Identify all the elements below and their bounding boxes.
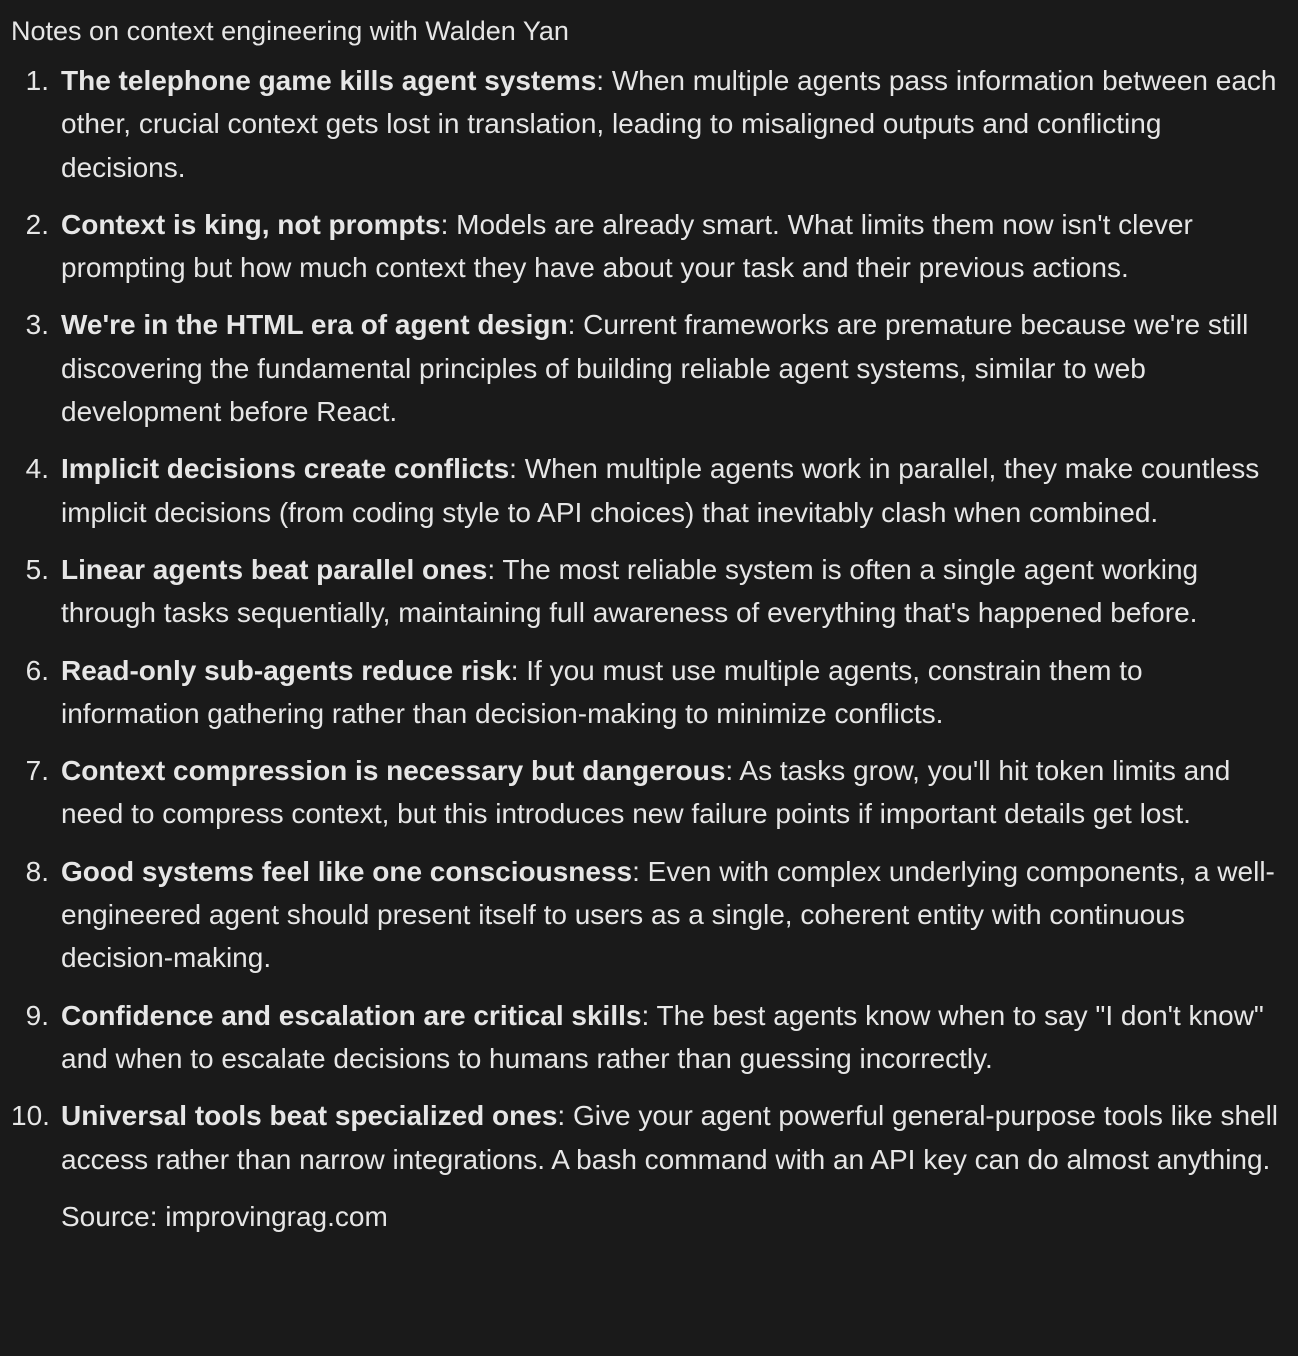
note-text: : Even with complex underlying components, a well-engineered agent should present itself to users as a single, coherent entity with continuous decision-making. bbox=[61, 855, 1275, 974]
note-item-4 bbox=[11, 447, 1298, 534]
note-text: : Current frameworks are premature because we're still discovering the fundamental principles of building reliable agent systems, similar to web development before React. bbox=[61, 309, 1249, 428]
note-number: 5. bbox=[25, 553, 49, 585]
note-item-5 bbox=[11, 548, 1298, 635]
note-heading: Context compression is necessary but dangerous bbox=[61, 755, 726, 787]
note-heading: The telephone game kills agent systems bbox=[61, 65, 597, 96]
note-text: : Give your agent powerful general-purpose tools like shell access rather than narrow integrations. A bash command with an API key can do almost anything. bbox=[61, 1100, 1279, 1175]
note-text: : Models are already smart. What limits them now isn't clever prompting but how much context they have about your task and their previous actions. bbox=[61, 208, 1193, 284]
note-number: 9. bbox=[25, 999, 49, 1031]
source-line: Source: improvingrag.com bbox=[61, 1200, 388, 1232]
note-text: : When multiple agents pass information between each other, crucial context gets lost in translation, leading to misaligned outputs and conflicting decisions. bbox=[61, 65, 1277, 183]
note-number: 10. bbox=[11, 1100, 50, 1132]
note-heading: Universal tools beat specialized ones bbox=[61, 1100, 558, 1132]
note-text: : The best agents know when to say "I don't know" and when to escalate decisions to humans rather than guessing incorrectly. bbox=[61, 999, 1264, 1074]
note-number: 8. bbox=[25, 855, 49, 887]
note-text: : When multiple agents work in parallel, they make countless implicit decisions (from coding style to API choices) that inevitably clash when combined. bbox=[61, 453, 1260, 528]
note-item-6 bbox=[11, 649, 1298, 736]
note-text: : The most reliable system is often a single agent working through tasks sequentially, maintaining full awareness of everything that's happened before. bbox=[61, 553, 1199, 629]
note-item-1 bbox=[11, 59, 1298, 189]
page-title: Notes on context engineering with Walden Yan bbox=[11, 16, 569, 46]
note-text: : As tasks grow, you'll hit token limits and need to compress context, but this introduces new failure points if important details get lost. bbox=[61, 755, 1231, 830]
note-heading: We're in the HTML era of agent design bbox=[61, 309, 568, 341]
note-heading: Context is king, not prompts bbox=[61, 208, 441, 240]
note-item-9 bbox=[11, 994, 1298, 1081]
note-item-7 bbox=[11, 749, 1298, 836]
note-number: 4. bbox=[25, 453, 49, 485]
note-number: 1. bbox=[25, 65, 49, 96]
note-item-2 bbox=[11, 203, 1298, 290]
note-heading: Linear agents beat parallel ones bbox=[61, 553, 488, 585]
note-heading: Implicit decisions create conflicts bbox=[61, 453, 510, 485]
note-heading: Read-only sub-agents reduce risk bbox=[61, 654, 511, 686]
note-item-8 bbox=[11, 850, 1298, 980]
note-item-3 bbox=[11, 303, 1298, 433]
notes-list bbox=[11, 59, 1298, 1181]
note-heading: Good systems feel like one consciousness bbox=[61, 855, 633, 887]
note-text: : If you must use multiple agents, constrain them to information gathering rather than decision-making to minimize conflicts. bbox=[61, 654, 1143, 729]
note-number: 3. bbox=[25, 309, 49, 341]
note-heading: Confidence and escalation are critical skills bbox=[61, 999, 642, 1031]
note-number: 2. bbox=[25, 208, 49, 240]
note-number: 6. bbox=[25, 654, 49, 686]
note-number: 7. bbox=[25, 755, 49, 787]
note-item-10 bbox=[11, 1094, 1298, 1181]
